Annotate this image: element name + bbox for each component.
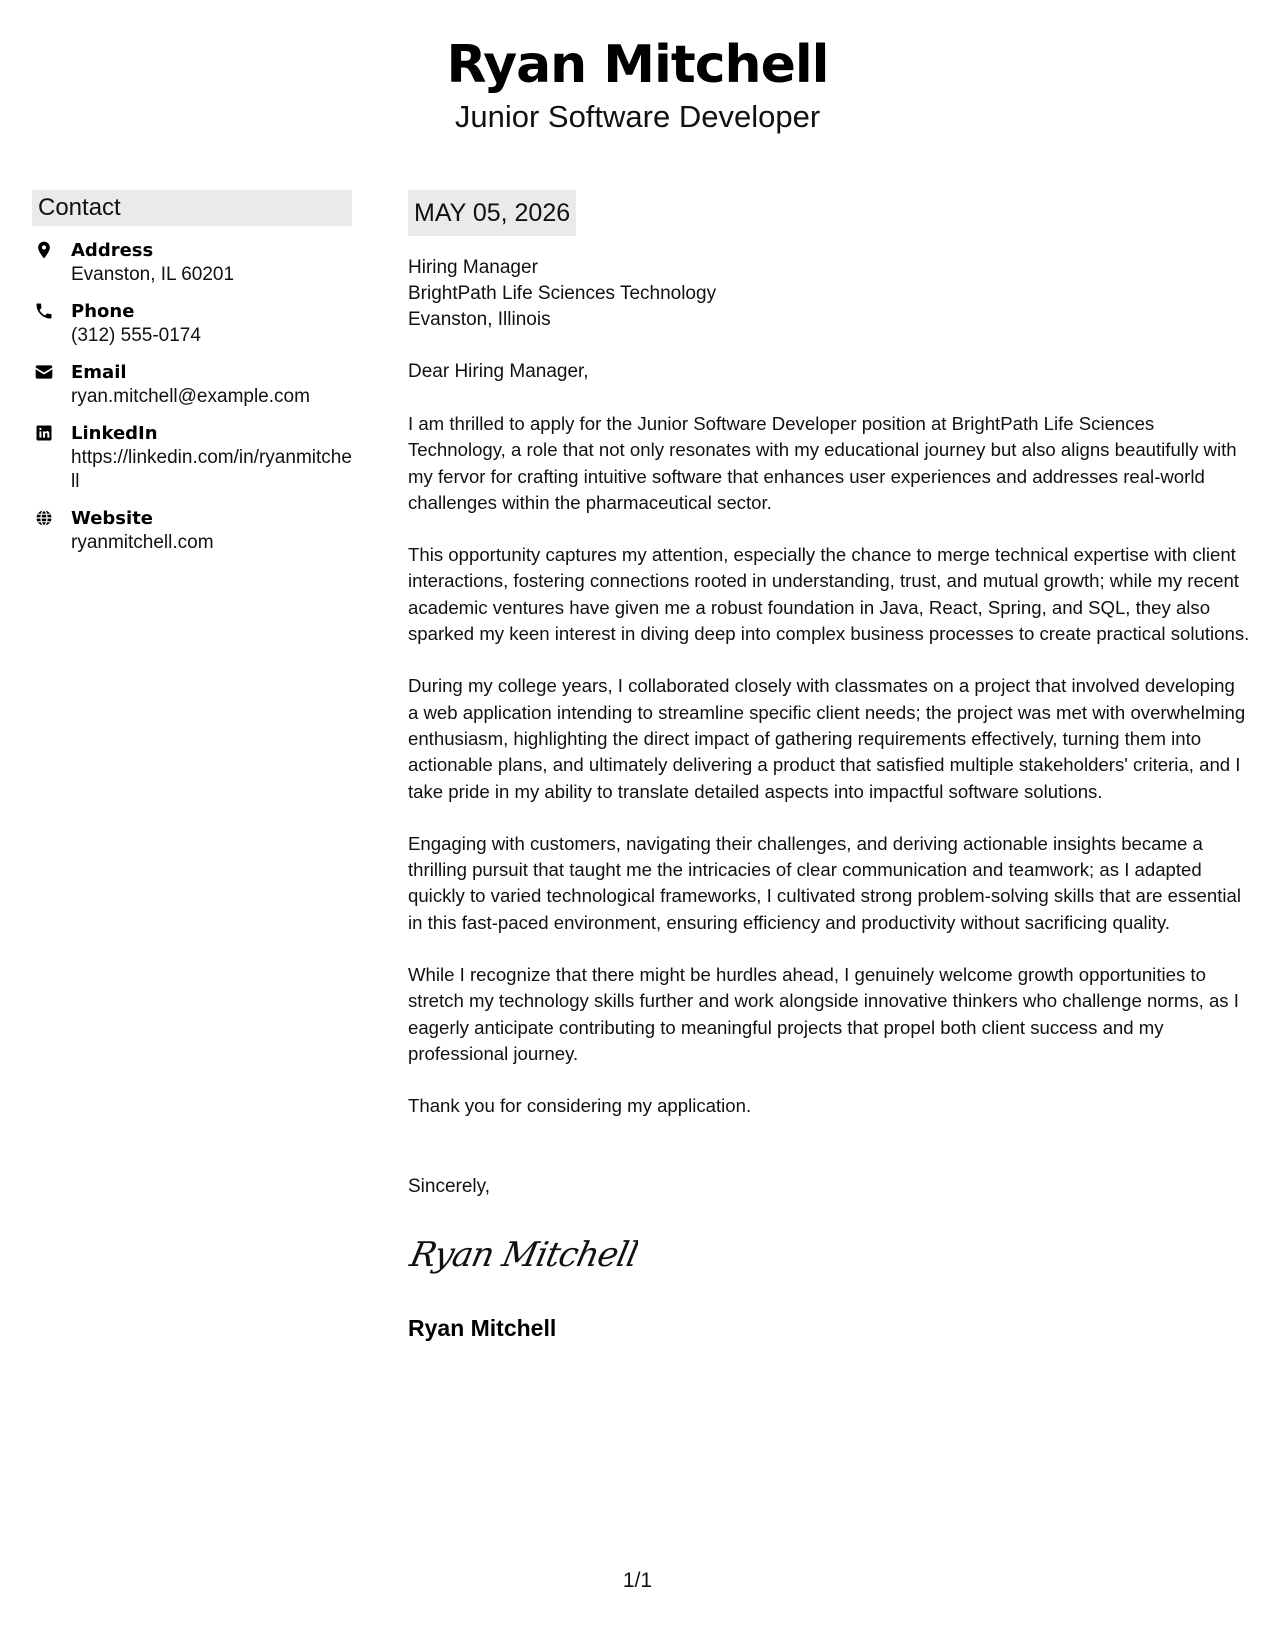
- contact-item-linkedin: [32, 421, 352, 494]
- recipient-block: [408, 255, 1250, 333]
- contact-item-website: [32, 506, 352, 555]
- applicant-name: Ryan Mitchell: [446, 35, 829, 95]
- recipient-company: BrightPath Life Sciences Technology: [408, 283, 717, 304]
- globe-icon: [34, 508, 54, 528]
- letter-paragraph: While I recognize that there might be hurdles ahead, I genuinely welcome growth opportunities to stretch my technology skills further and work alongside innovative thinkers who challenge norms, as I eagerly anticipate contributing to meaningful projects that propel both client success and my professional journey.: [408, 964, 1239, 1064]
- signer-name: Ryan Mitchell: [408, 1314, 557, 1341]
- linkedin-icon: [34, 423, 54, 443]
- contact-heading: Contact: [32, 190, 352, 226]
- closing: Sincerely,: [408, 1175, 491, 1197]
- contact-label: Website: [71, 508, 154, 529]
- contact-value: ryan.mitchell@example.com: [71, 386, 310, 407]
- contact-list: [32, 238, 352, 555]
- salutation: Dear Hiring Manager,: [408, 361, 589, 382]
- recipient-title: Hiring Manager: [408, 257, 538, 278]
- letter-paragraph: I am thrilled to apply for the Junior Software Developer position at BrightPath Life Sciences Technology, a role that not only resonates with my educational journey but also aligns beautifully with my fervor for crafting intuitive software that enhances user experiences and addresses real-world challenges within the pharmaceutical sector.: [408, 413, 1237, 513]
- letter-header: [0, 32, 1275, 136]
- recipient-location: Evanston, Illinois: [408, 309, 551, 330]
- envelope-icon: [34, 362, 54, 382]
- contact-label: Address: [71, 240, 154, 261]
- svg-text:Ryan Mitchell: Ryan Mitchell: [408, 1234, 638, 1275]
- contact-value: ryanmitchell.com: [71, 532, 214, 553]
- letter-paragraph: During my college years, I collaborated closely with classmates on a project that involved developing a web application intending to streamline specific client needs; the project was met with overwhelming enthusiasm, highlighting the direct impact of gathering requirements effectively, turning them into actionable plans, and ultimately delivering a product that satisfied multiple stakeholders' criteria, and I take pride in my ability to translate detailed aspects into impactful software solutions.: [408, 675, 1246, 802]
- contact-label: LinkedIn: [71, 423, 158, 444]
- handwritten-signature: [408, 1230, 638, 1278]
- map-pin-icon: [34, 240, 54, 260]
- applicant-job-title: Junior Software Developer: [454, 99, 821, 134]
- contact-value: (312) 555-0174: [71, 325, 201, 346]
- letter-paragraph: Engaging with customers, navigating their challenges, and deriving actionable insights became a thrilling pursuit that taught me the intricacies of clear communication and teamwork; as I adapted quickly to varied technological frameworks, I cultivated strong problem-solving skills that are essential in this fast-paced environment, ensuring efficiency and productivity without sacrificing quality.: [408, 832, 1241, 933]
- contact-value: https://linkedin.com/in/ryanmitchell: [71, 447, 352, 492]
- contact-sidebar: [32, 190, 352, 567]
- contact-item-email: [32, 360, 352, 409]
- letter-paragraph: This opportunity captures my attention, especially the chance to merge technical expertise with client interactions, fostering connections rooted in understanding, trust, and mutual growth; while my recent academic ventures have given me a robust foundation in Java, React, Spring, and SQL, they also sparked my keen interest in diving deep into complex business processes to create practical solutions.: [408, 544, 1250, 645]
- letter-date: MAY 05, 2026: [408, 190, 576, 236]
- phone-icon: [34, 301, 54, 321]
- letter-paragraph: Thank you for considering my application.: [408, 1095, 752, 1117]
- contact-item-phone: [32, 299, 352, 348]
- contact-label: Email: [71, 362, 127, 383]
- letter-body: [408, 190, 1250, 1343]
- contact-value: Evanston, IL 60201: [71, 264, 235, 285]
- page-number: 1/1: [622, 1569, 653, 1592]
- contact-label: Phone: [71, 301, 135, 322]
- contact-item-address: [32, 238, 352, 287]
